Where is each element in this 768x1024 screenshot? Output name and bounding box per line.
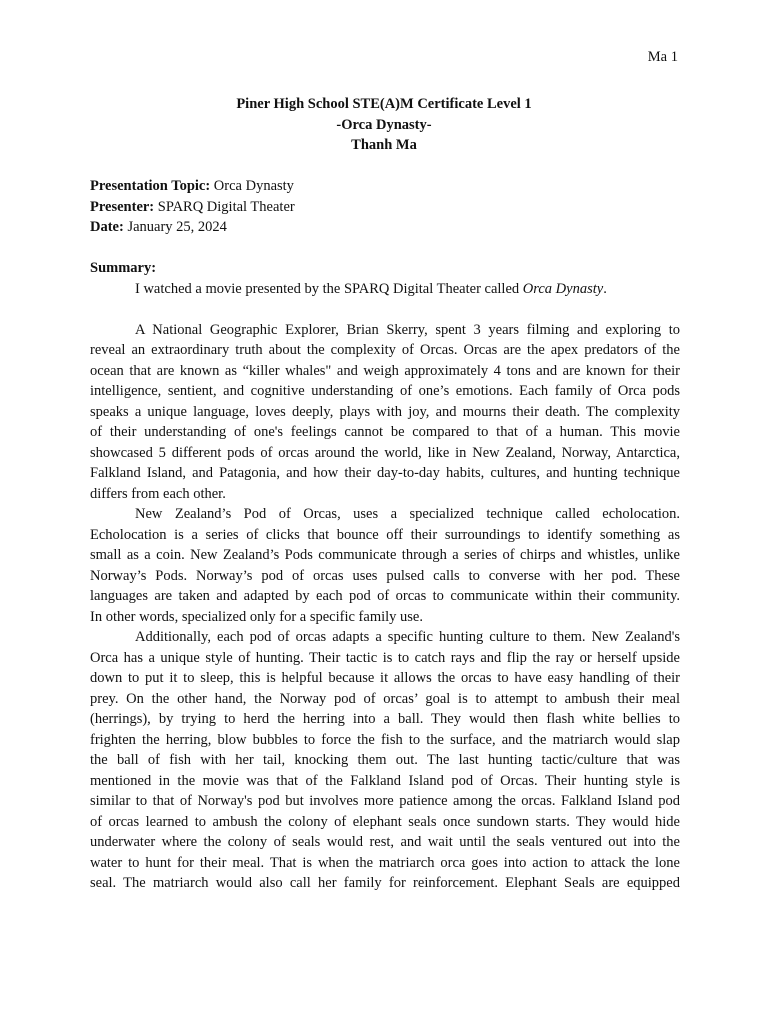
paragraph-line: Orca has a unique style of hunting. Their tactic is to catch rays and flip the ray or herself upside (90, 649, 680, 666)
document-header (0, 94, 768, 156)
paragraph-line: A National Geographic Explorer, Brian Skerry, spent 3 years filming and exploring to (135, 321, 680, 338)
summary-heading: Summary: (90, 260, 157, 276)
paragraph-line: New Zealand’s Pod of Orcas, uses a specialized technique called echolocation. (135, 506, 680, 522)
paragraph-line: languages are taken and adapted by each pod of orcas to communicate within their community. (90, 588, 680, 604)
paragraph-line: showcased 5 different pods of orcas around the world, like in New Zealand, Norway, Antarctica, (90, 444, 680, 461)
paragraph-line: Echolocation is a series of clicks that bounce off their surroundings to identify something as (90, 526, 680, 543)
paragraph-spacer (90, 299, 680, 320)
meta-date-value: January 25, 2024 (123, 219, 227, 235)
meta-topic-row (90, 176, 295, 197)
meta-presenter-value: SPARQ Digital Theater (154, 198, 295, 215)
paragraph-line: small as a coin. New Zealand’s Pods communicate through a series of chirps and whistles, unlike (90, 547, 680, 563)
paragraph-line: Norway’s Pods. Norway’s pod of orcas uses pulsed calls to converse with her pod. These (90, 567, 680, 584)
paragraph-line: water to hunt for their meal. That is when the matriarch orca goes into action to attack the lone (90, 854, 680, 871)
paragraph-line: intelligence, sentient, and cognitive understanding of one’s emotions. Each family of Orca pods (90, 383, 680, 399)
paragraph-line: underwater where the colony of seals would rest, and wait until the seals ventured out into the (90, 834, 680, 850)
paragraph-line: similar to that of Norway's pod but involves more patience among the orcas. Falkland Island pod (90, 793, 680, 809)
paragraph-line: ocean that are known as “killer whales" and weigh approximately 4 tons and are known for their (90, 362, 680, 379)
summary-section (90, 258, 680, 894)
paragraph-line: prey. On the other hand, the Norway pod of orcas’ goal is to attempt to ambush their meal (90, 690, 680, 707)
paragraph-3 (90, 627, 680, 894)
paragraph-line: down to put it to sleep, this is helpful because it allows the orcas to have easy handling of their (90, 670, 680, 686)
meta-date-label: Date: (90, 219, 124, 235)
paragraph-1 (90, 320, 680, 505)
paragraph-line: (herrings), by trying to herd the herring into a ball. They would then flash white bellies to (90, 711, 680, 727)
paragraph-line: the ball of fish with her tail, knocking them out. The last hunting tactic/culture that was (90, 752, 680, 768)
summary-intro (90, 279, 680, 300)
paragraph-line: frighten the herring, blow bubbles to force the fish to the surface, and the matriarch would slap (90, 731, 680, 748)
paragraph-line: Additionally, each pod of orcas adapts a specific hunting culture to them. New Zealand's (135, 629, 680, 645)
page-number: Ma 1 (647, 49, 678, 65)
paragraph-line: differs from each other. (90, 485, 226, 502)
summary-intro-before: I watched a movie presented by the SPARQ Digital Theater called (135, 280, 523, 297)
meta-date-row (90, 217, 295, 238)
paragraph-line: reveal an extraordinary truth about the complexity of Orcas. Orcas are the apex predators of the (90, 342, 680, 358)
paragraph-line: seal. The matriarch would also call her family for reinforcement. Elephant Seals are equipped (90, 875, 680, 891)
paragraph-line: mentioned in the movie was that of the Falkland Island pod of Orcas. Their hunting style is (90, 772, 680, 789)
header-author-line: Thanh Ma (351, 137, 417, 153)
meta-presenter-label: Presenter: (90, 198, 155, 215)
meta-topic-label: Presentation Topic: (90, 178, 211, 194)
header-title-line: -Orca Dynasty- (336, 116, 432, 133)
paragraph-line: of their understanding of one's feelings cannot be compared to that of a human. This movie (90, 424, 680, 440)
meta-topic-value: Orca Dynasty (210, 178, 294, 194)
meta-presenter-row (90, 197, 295, 218)
header-school-line: Piner High School STE(A)M Certificate Level 1 (236, 96, 532, 112)
paragraph-2 (90, 504, 680, 627)
paragraph-line: of orcas learned to ambush the colony of elephant seals once sundown starts. They would hide (90, 813, 680, 830)
summary-intro-after: . (603, 280, 607, 297)
summary-intro-title: Orca Dynasty (522, 280, 604, 297)
paragraph-line: In other words, specialized only for a specific family use. (90, 608, 423, 625)
paragraph-line: speaks a unique language, loves deeply, plays with joy, and mourns their death. The complexity (90, 403, 680, 420)
paragraph-line: Falkland Island, and Patagonia, and how their day-to-day habits, cultures, and hunting technique (90, 465, 680, 481)
document-meta (90, 176, 295, 238)
